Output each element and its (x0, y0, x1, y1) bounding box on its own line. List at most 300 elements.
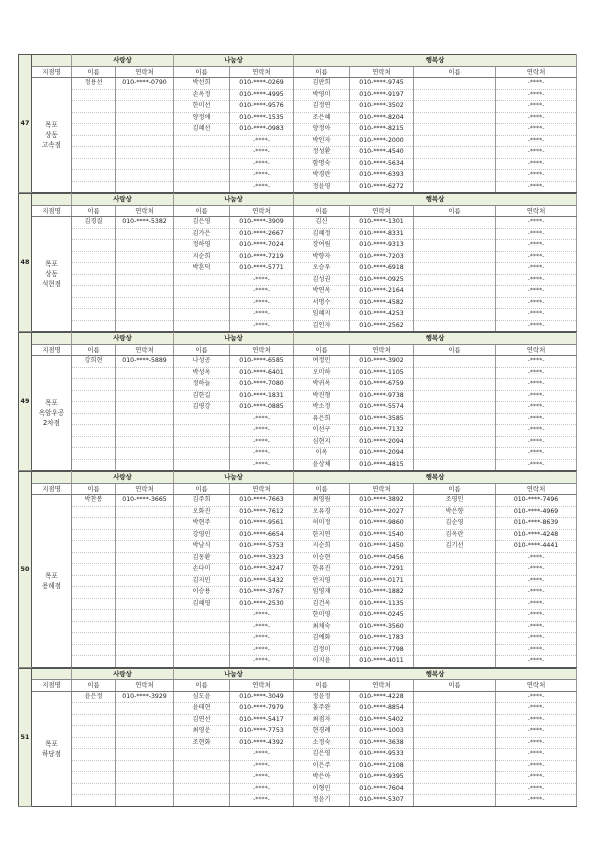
sarang-name (72, 506, 116, 518)
haengbok-phone-2: -****- (496, 598, 577, 610)
nanum-name (174, 436, 230, 448)
haengbok-name-1: 박은아 (294, 772, 350, 784)
haengbok-phone-2: -****- (496, 610, 577, 622)
table-row (19, 691, 577, 703)
haengbok-name-2 (414, 448, 496, 460)
nanum-phone: 010-****-9561 (230, 518, 294, 530)
sarang-name (72, 147, 116, 159)
sarang-phone (116, 737, 174, 749)
haengbok-name-2 (414, 286, 496, 298)
name-column-header: 이름 (414, 483, 496, 495)
haengbok-phone-2: -****- (496, 297, 577, 309)
haengbok-name-2 (414, 297, 496, 309)
category-blank (32, 668, 72, 680)
nanum-name (174, 309, 230, 321)
haengbok-name-1: 양정아 (294, 124, 350, 136)
haengbok-name-2: 김기선 (414, 541, 496, 553)
sarang-name: 김경질 (72, 217, 116, 229)
sarang-name: 박찬봉 (72, 495, 116, 507)
nanum-phone: 010-****-7024 (230, 240, 294, 252)
table-row (19, 598, 577, 610)
nanum-phone: 010-****-0983 (230, 124, 294, 136)
haengbok-phone-2: 010-****-4441 (496, 541, 577, 553)
nanum-phone: 010-****-7979 (230, 703, 294, 715)
name-column-header: 이름 (174, 205, 230, 217)
haengbok-name-2 (414, 598, 496, 610)
table-row (19, 749, 577, 761)
category-haengbok: 행복상 (294, 668, 577, 680)
haengbok-name-1: 이선구 (294, 425, 350, 437)
category-haengbok: 행복상 (294, 55, 577, 67)
haengbok-phone-1: 010-****-4582 (350, 297, 414, 309)
category-blank (32, 333, 72, 345)
sarang-phone (116, 170, 174, 182)
sarang-name (72, 644, 116, 656)
haengbok-phone-1: 010-****-8204 (350, 112, 414, 124)
sarang-phone (116, 402, 174, 414)
haengbok-phone-2: -****- (496, 263, 577, 275)
category-nanum: 나눔상 (174, 472, 294, 484)
haengbok-phone-1: 010-****-0245 (350, 610, 414, 622)
table-row (19, 240, 577, 252)
nanum-phone: 010-****-2667 (230, 228, 294, 240)
nanum-phone: 010-****-5771 (230, 263, 294, 275)
table-row (19, 251, 577, 263)
column-header-row (19, 205, 577, 217)
block-number: 47 (19, 55, 32, 193)
nanum-name (174, 425, 230, 437)
sarang-name (72, 158, 116, 170)
haengbok-phone-1: 010-****-5574 (350, 402, 414, 414)
haengbok-phone-2: -****- (496, 147, 577, 159)
name-column-header: 이름 (72, 483, 116, 495)
nanum-name (174, 795, 230, 807)
branch-block-49 (18, 332, 577, 471)
nanum-name: 박선희 (174, 78, 230, 90)
phone-column-header: 연락처 (116, 680, 174, 692)
sarang-phone (116, 714, 174, 726)
haengbok-phone-1: 010-****-7291 (350, 564, 414, 576)
haengbok-phone-1: 010-****-5634 (350, 158, 414, 170)
nanum-phone: -****- (230, 170, 294, 182)
haengbok-name-1: 김신 (294, 217, 350, 229)
table-row (19, 170, 577, 182)
nanum-phone: 010-****-3323 (230, 552, 294, 564)
nanum-name: 정하늘 (174, 379, 230, 391)
sarang-name (72, 286, 116, 298)
haengbok-phone-2: -****- (496, 552, 577, 564)
haengbok-name-2 (414, 644, 496, 656)
haengbok-name-2 (414, 263, 496, 275)
table-row (19, 760, 577, 772)
sarang-phone (116, 518, 174, 530)
haengbok-phone-2: -****- (496, 783, 577, 795)
nanum-phone: -****- (230, 425, 294, 437)
nanum-name: 박남식 (174, 541, 230, 553)
sarang-phone: 010-****-3665 (116, 495, 174, 507)
sarang-name (72, 448, 116, 460)
haengbok-name-1: 김정연 (294, 101, 350, 113)
column-header-row (19, 680, 577, 692)
haengbok-name-2 (414, 367, 496, 379)
category-blank (32, 55, 72, 67)
haengbok-phone-2: -****- (496, 89, 577, 101)
sarang-name (72, 263, 116, 275)
table-row (19, 633, 577, 645)
haengbok-phone-1: 010-****-7798 (350, 644, 414, 656)
haengbok-phone-1: 010-****-1135 (350, 598, 414, 610)
sarang-name (72, 228, 116, 240)
haengbok-name-2 (414, 564, 496, 576)
haengbok-phone-1: 010-****-7132 (350, 425, 414, 437)
phone-column-header: 연락처 (496, 344, 577, 356)
nanum-phone: -****- (230, 610, 294, 622)
sarang-phone (116, 367, 174, 379)
sarang-phone (116, 413, 174, 425)
nanum-phone: -****- (230, 633, 294, 645)
haengbok-name-1: 윤상체 (294, 459, 350, 471)
haengbok-name-1: 박인자 (294, 135, 350, 147)
haengbok-phone-2: 010-****-4248 (496, 529, 577, 541)
haengbok-name-2 (414, 703, 496, 715)
haengbok-name-2 (414, 147, 496, 159)
haengbok-phone-1: 010-****-3502 (350, 101, 414, 113)
sarang-name (72, 703, 116, 715)
branch-block-51 (18, 668, 577, 807)
nanum-phone: -****- (230, 297, 294, 309)
sarang-name (72, 564, 116, 576)
nanum-phone: -****- (230, 656, 294, 668)
haengbok-name-1: 정윤영 (294, 181, 350, 193)
name-column-header: 이름 (174, 66, 230, 78)
nanum-name: 이승용 (174, 587, 230, 599)
haengbok-phone-1: 010-****-9395 (350, 772, 414, 784)
haengbok-phone-2: -****- (496, 112, 577, 124)
haengbok-phone-1: 010-****-2094 (350, 436, 414, 448)
haengbok-phone-2: -****- (496, 240, 577, 252)
sarang-phone (116, 274, 174, 286)
nanum-name: 박혼덕 (174, 263, 230, 275)
nanum-phone: -****- (230, 181, 294, 193)
nanum-name: 지순희 (174, 251, 230, 263)
table-row (19, 795, 577, 807)
nanum-phone: 010-****-7753 (230, 726, 294, 738)
category-nanum: 나눔상 (174, 333, 294, 345)
haengbok-phone-1: 010-****-9313 (350, 240, 414, 252)
phone-column-header: 연락처 (116, 205, 174, 217)
haengbok-name-2 (414, 749, 496, 761)
haengbok-name-2 (414, 390, 496, 402)
nanum-name: 김혜선 (174, 124, 230, 136)
sarang-name (72, 124, 116, 136)
sarang-phone: 010-****-5382 (116, 217, 174, 229)
haengbok-phone-1: 010-****-2094 (350, 448, 414, 460)
haengbok-name-1: 정윤기 (294, 795, 350, 807)
nanum-phone: 010-****-1831 (230, 390, 294, 402)
haengbok-name-2 (414, 575, 496, 587)
name-column-header: 이름 (174, 680, 230, 692)
nanum-name (174, 656, 230, 668)
nanum-name: 김동환 (174, 552, 230, 564)
branch-column-header: 지점명 (32, 66, 72, 78)
nanum-phone: 010-****-7080 (230, 379, 294, 391)
haengbok-phone-1: 010-****-4540 (350, 147, 414, 159)
sarang-name (72, 575, 116, 587)
sarang-phone (116, 89, 174, 101)
haengbok-phone-1: 010-****-2027 (350, 506, 414, 518)
nanum-phone: 010-****-7219 (230, 251, 294, 263)
phone-column-header: 연락처 (230, 680, 294, 692)
haengbok-name-2 (414, 158, 496, 170)
sarang-name (72, 772, 116, 784)
haengbok-name-2: 김옥란 (414, 529, 496, 541)
haengbok-phone-2: -****- (496, 448, 577, 460)
sarang-phone (116, 587, 174, 599)
category-sarang: 사랑상 (72, 472, 174, 484)
nanum-phone: 010-****-4995 (230, 89, 294, 101)
nanum-phone: 010-****-6585 (230, 356, 294, 368)
haengbok-name-1: 김인자 (294, 320, 350, 332)
haengbok-phone-2: -****- (496, 760, 577, 772)
nanum-name: 김한길 (174, 390, 230, 402)
haengbok-phone-1: 010-****-8854 (350, 703, 414, 715)
table-row (19, 217, 577, 229)
sarang-name: 정용선 (72, 78, 116, 90)
category-row (19, 194, 577, 206)
sarang-phone (116, 240, 174, 252)
haengbok-phone-2: -****- (496, 217, 577, 229)
category-blank (32, 472, 72, 484)
haengbok-phone-1: 010-****-9533 (350, 749, 414, 761)
haengbok-phone-1: 010-****-6393 (350, 170, 414, 182)
nanum-phone: -****- (230, 320, 294, 332)
sarang-phone (116, 425, 174, 437)
sarang-name (72, 274, 116, 286)
haengbok-phone-1: 010-****-0925 (350, 274, 414, 286)
haengbok-name-1: 한미영 (294, 610, 350, 622)
branch-name: 목포 용해점 (32, 495, 72, 668)
table-row (19, 320, 577, 332)
haengbok-name-1: 함명숙 (294, 158, 350, 170)
table-row (19, 413, 577, 425)
nanum-phone: -****- (230, 795, 294, 807)
haengbok-name-2 (414, 112, 496, 124)
sarang-phone (116, 621, 174, 633)
block-number: 51 (19, 668, 32, 806)
branch-block-47 (18, 54, 577, 193)
haengbok-phone-2: -****- (496, 633, 577, 645)
nanum-phone: -****- (230, 436, 294, 448)
sarang-name (72, 240, 116, 252)
nanum-phone: 010-****-3909 (230, 217, 294, 229)
column-header-row (19, 483, 577, 495)
nanum-name: 김지민 (174, 575, 230, 587)
sarang-name (72, 135, 116, 147)
nanum-phone: 010-****-5417 (230, 714, 294, 726)
nanum-phone: -****- (230, 286, 294, 298)
sarang-phone (116, 529, 174, 541)
table-row (19, 124, 577, 136)
sarang-name (72, 714, 116, 726)
haengbok-name-2 (414, 737, 496, 749)
haengbok-name-2 (414, 89, 496, 101)
table-row (19, 621, 577, 633)
haengbok-phone-2: -****- (496, 425, 577, 437)
haengbok-phone-1: 010-****-5402 (350, 714, 414, 726)
table-row (19, 402, 577, 414)
haengbok-phone-1: 010-****-9738 (350, 390, 414, 402)
haengbok-name-2 (414, 101, 496, 113)
nanum-phone: -****- (230, 644, 294, 656)
sarang-name: 윤은정 (72, 691, 116, 703)
category-row (19, 472, 577, 484)
table-row (19, 101, 577, 113)
haengbok-phone-2: -****- (496, 101, 577, 113)
haengbok-name-2 (414, 413, 496, 425)
table-row (19, 436, 577, 448)
nanum-phone: 010-****-5432 (230, 575, 294, 587)
haengbok-name-1: 안지영 (294, 575, 350, 587)
haengbok-phone-1: 010-****-2108 (350, 760, 414, 772)
haengbok-phone-1: 010-****-1783 (350, 633, 414, 645)
haengbok-name-2 (414, 691, 496, 703)
category-sarang: 사랑상 (72, 194, 174, 206)
haengbok-name-1: 소정숙 (294, 737, 350, 749)
sarang-name (72, 89, 116, 101)
phone-column-header: 연락처 (350, 680, 414, 692)
nanum-name (174, 621, 230, 633)
nanum-name: 손다미 (174, 564, 230, 576)
sarang-phone (116, 112, 174, 124)
name-column-header: 이름 (414, 66, 496, 78)
sarang-name (72, 251, 116, 263)
table-row (19, 587, 577, 599)
haengbok-name-1: 김예화 (294, 633, 350, 645)
sarang-name (72, 402, 116, 414)
table-row (19, 703, 577, 715)
nanum-phone: -****- (230, 772, 294, 784)
nanum-phone: 010-****-3247 (230, 564, 294, 576)
table-row (19, 274, 577, 286)
haengbok-name-2 (414, 240, 496, 252)
block-number: 49 (19, 333, 32, 471)
table-row (19, 529, 577, 541)
haengbok-name-1: 박진형 (294, 390, 350, 402)
phone-column-header: 연락처 (496, 205, 577, 217)
sarang-name (72, 379, 116, 391)
name-column-header: 이름 (294, 205, 350, 217)
haengbok-name-1: 허미정 (294, 518, 350, 530)
haengbok-name-1: 박영미 (294, 89, 350, 101)
nanum-name (174, 633, 230, 645)
nanum-name (174, 297, 230, 309)
nanum-name (174, 749, 230, 761)
haengbok-name-1: 임혜지 (294, 309, 350, 321)
table-row (19, 726, 577, 738)
category-haengbok: 행복상 (294, 472, 577, 484)
sarang-name (72, 598, 116, 610)
category-nanum: 나눔상 (174, 668, 294, 680)
haengbok-name-1: 박경란 (294, 170, 350, 182)
haengbok-name-1: 최점자 (294, 714, 350, 726)
nanum-phone: 010-****-7612 (230, 506, 294, 518)
nanum-name (174, 448, 230, 460)
haengbok-name-1: 최영림 (294, 495, 350, 507)
table-row (19, 518, 577, 530)
phone-column-header: 연락처 (350, 66, 414, 78)
haengbok-phone-2: -****- (496, 459, 577, 471)
haengbok-phone-1: 010-****-1882 (350, 587, 414, 599)
haengbok-name-1: 홍주완 (294, 703, 350, 715)
name-column-header: 이름 (414, 680, 496, 692)
haengbok-name-2 (414, 228, 496, 240)
haengbok-phone-2: -****- (496, 587, 577, 599)
nanum-phone: 010-****-3049 (230, 691, 294, 703)
haengbok-name-1: 김건옥 (294, 598, 350, 610)
branch-name: 목포 옥암우공 2차점 (32, 356, 72, 471)
haengbok-phone-1: 010-****-3892 (350, 495, 414, 507)
haengbok-name-2 (414, 795, 496, 807)
haengbok-phone-1: 010-****-4253 (350, 309, 414, 321)
category-row (19, 668, 577, 680)
sarang-phone (116, 610, 174, 622)
nanum-name: 조현화 (174, 737, 230, 749)
sarang-phone (116, 552, 174, 564)
phone-column-header: 연락처 (116, 66, 174, 78)
haengbok-phone-1: 010-****-3638 (350, 737, 414, 749)
nanum-name (174, 274, 230, 286)
sarang-name (72, 112, 116, 124)
table-row (19, 309, 577, 321)
haengbok-phone-2: 010-****-7496 (496, 495, 577, 507)
haengbok-name-2 (414, 760, 496, 772)
haengbok-name-1: 김정미 (294, 644, 350, 656)
table-row (19, 610, 577, 622)
column-header-row (19, 66, 577, 78)
haengbok-name-1: 유은희 (294, 413, 350, 425)
sarang-phone (116, 656, 174, 668)
nanum-name (174, 158, 230, 170)
haengbok-name-2 (414, 436, 496, 448)
sarang-name (72, 459, 116, 471)
nanum-name: 윤태현 (174, 703, 230, 715)
nanum-name (174, 320, 230, 332)
haengbok-phone-1: 010-****-1301 (350, 217, 414, 229)
haengbok-phone-2: -****- (496, 564, 577, 576)
sarang-phone (116, 795, 174, 807)
nanum-name (174, 783, 230, 795)
haengbok-phone-2: -****- (496, 135, 577, 147)
haengbok-phone-2: -****- (496, 170, 577, 182)
haengbok-phone-2: -****- (496, 367, 577, 379)
haengbok-phone-2: -****- (496, 691, 577, 703)
haengbok-name-2 (414, 181, 496, 193)
branch-column-header: 지점명 (32, 344, 72, 356)
haengbok-name-2 (414, 379, 496, 391)
haengbok-phone-1: 010-****-0456 (350, 552, 414, 564)
phone-column-header: 연락처 (350, 344, 414, 356)
nanum-phone: -****- (230, 135, 294, 147)
nanum-phone: -****- (230, 147, 294, 159)
phone-column-header: 연락처 (116, 344, 174, 356)
haengbok-name-1: 박귀옥 (294, 379, 350, 391)
haengbok-phone-2: -****- (496, 286, 577, 298)
sarang-name (72, 749, 116, 761)
name-column-header: 이름 (174, 344, 230, 356)
nanum-phone: -****- (230, 760, 294, 772)
haengbok-phone-1: 010-****-3585 (350, 413, 414, 425)
nanum-name: 최영운 (174, 726, 230, 738)
